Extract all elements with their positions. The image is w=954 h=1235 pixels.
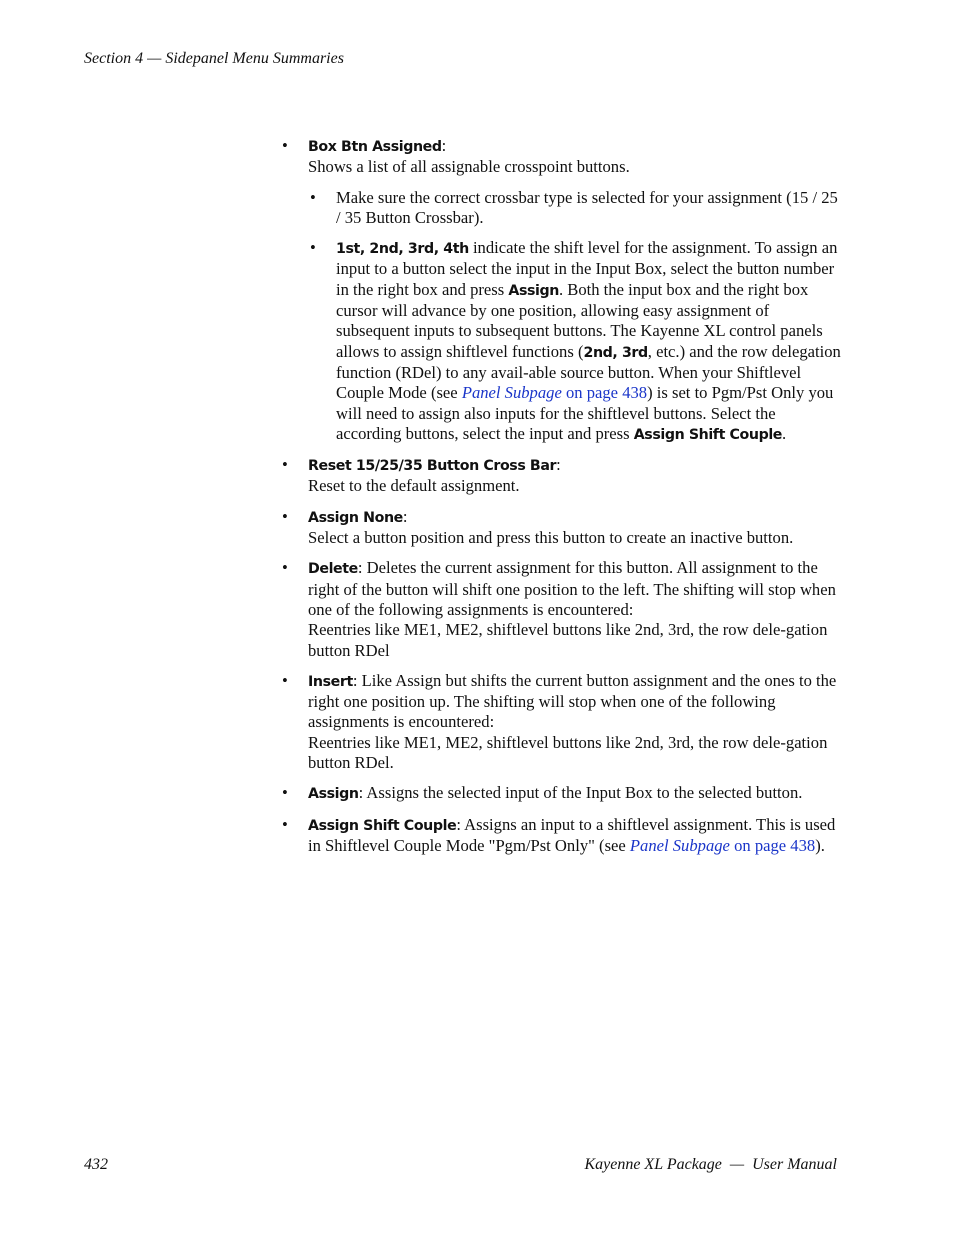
bullet-icon: • <box>282 506 288 526</box>
term: Delete <box>308 561 358 578</box>
panel-subpage-link[interactable]: Panel Subpage on page 438 <box>629 835 816 855</box>
description: Make sure the correct crossbar type is selected for your assignment (15 / 25 / 35 Button Crossbar). <box>336 187 838 227</box>
list-item-reset-cross-bar: • Reset 15/25/35 Button Cross Bar: Reset to the default assignment. <box>308 455 844 497</box>
bullet-icon: • <box>310 187 316 207</box>
description: Select a button position and press this button to create an inactive button. <box>308 528 794 548</box>
description: : Assigns an input to a shiftlevel assignment. This is used in Shiftlevel Couple Mode "Pgm/Pst Only" (see <box>308 814 836 855</box>
bullet-icon: • <box>282 136 288 155</box>
running-footer: Kayenne XL Package — User Manual <box>584 1156 837 1173</box>
running-header: Section 4 — Sidepanel Menu Summaries <box>84 50 344 67</box>
list-item-assign <box>282 783 844 804</box>
term: Assign <box>308 786 359 803</box>
bullet-icon: • <box>282 670 288 690</box>
description-continued: Reentries like ME1, ME2, shiftlevel buttons like 2nd, 3rd, the row dele-gation button RDel <box>308 620 828 660</box>
term: Reset 15/25/35 Button Cross Bar <box>308 458 557 475</box>
bullet-icon: • <box>282 783 288 803</box>
term: Box Btn Assigned <box>308 139 442 155</box>
bullet-icon: • <box>282 558 288 578</box>
sub-item-shift-level: • 1st, 2nd, 3rd, 4th indicate the shift level for the assignment. To assign an input to a button select the input in the Input Box, select the button number in the right box and press Assign. Both the input box and the right box cursor will advance by one position, allowing easy assignment of subsequent inputs to subsequent buttons. The Kayenne XL control panels allows to assign shiftlevel functions (2nd, 3rd, etc.) and the row delegation function (RDel) to any avail-able source button. When your Shiftlevel Couple Mode (see Panel Subpage on page 438) is set to Pgm/Pst Only you will need to assign also inputs for the shiftlevel buttons. Select the according buttons, select the input and press Assign Shift Couple. <box>310 238 841 443</box>
list-item-box-btn-assigned: • Box Btn Assigned: Shows a list of all assignable crosspoint buttons. • Make sure the correct crossbar type is selected for your assignment (15 / 25 / 35 Button Crossbar). • 1st, 2nd, 3rd, 4th indicate the shift level for the assignment. To assign an input to a button select the input in the Input Box, select the button number in the right box and press Assign. Both the input box and the right box cursor will advance by one position, allowing easy assignment of subsequent inputs to subsequent buttons. The Kayenne XL control panels allows to assign shiftlevel functions (2nd, 3rd, etc.) and the row delegation function (RDel) to any avail-able source button. When your Shiftlevel Couple Mode (see Panel Subpage on page 438) is set to Pgm/Pst Only you will need to assign also inputs for the shiftlevel buttons. Select the according buttons, select the input and press Assign Shift Couple. <box>308 136 844 445</box>
description: : Deletes the current assignment for this button. All assignment to the right of the button will shift one position to the left. The shifting will stop when one of the following assignments is encountered: <box>308 558 836 619</box>
description: Reset to the default assignment. <box>308 476 520 496</box>
main-content <box>282 136 844 866</box>
description-continued: Reentries like ME1, ME2, shiftlevel buttons like 2nd, 3rd, the row dele-gation button RDel. <box>308 732 828 773</box>
list-item-assign-none: • Assign None: Select a button position and press this button to create an inactive button. <box>308 507 844 549</box>
bullet-icon: • <box>282 814 288 834</box>
panel-subpage-link[interactable]: Panel Subpage on page 438 <box>461 383 648 403</box>
sub-item-crossbar-type <box>310 187 844 229</box>
bullet-icon: • <box>282 455 288 475</box>
term: 1st, 2nd, 3rd, 4th <box>336 241 469 258</box>
list-item-assign-shift-couple: • Assign Shift Couple: Assigns an input to a shiftlevel assignment. This is used in Shiftlevel Couple Mode "Pgm/Pst Only" (see Panel Subpage on page 438). <box>282 814 836 855</box>
term: Assign None <box>308 509 403 526</box>
term: Insert <box>308 673 353 690</box>
list-item-delete <box>282 558 844 660</box>
bullet-icon: • <box>310 238 316 258</box>
description: : Assigns the selected input of the Input Box to the selected button. <box>358 783 803 803</box>
description: Shows a list of all assignable crosspoint buttons. <box>308 157 630 177</box>
term: Assign Shift Couple <box>308 817 457 834</box>
page-number: 432 <box>84 1156 108 1173</box>
description: : Like Assign but shifts the current button assignment and the ones to the right one position up. The shifting will stop when one of the following assignments is encountered: <box>308 670 837 732</box>
list-item-insert <box>282 670 844 773</box>
